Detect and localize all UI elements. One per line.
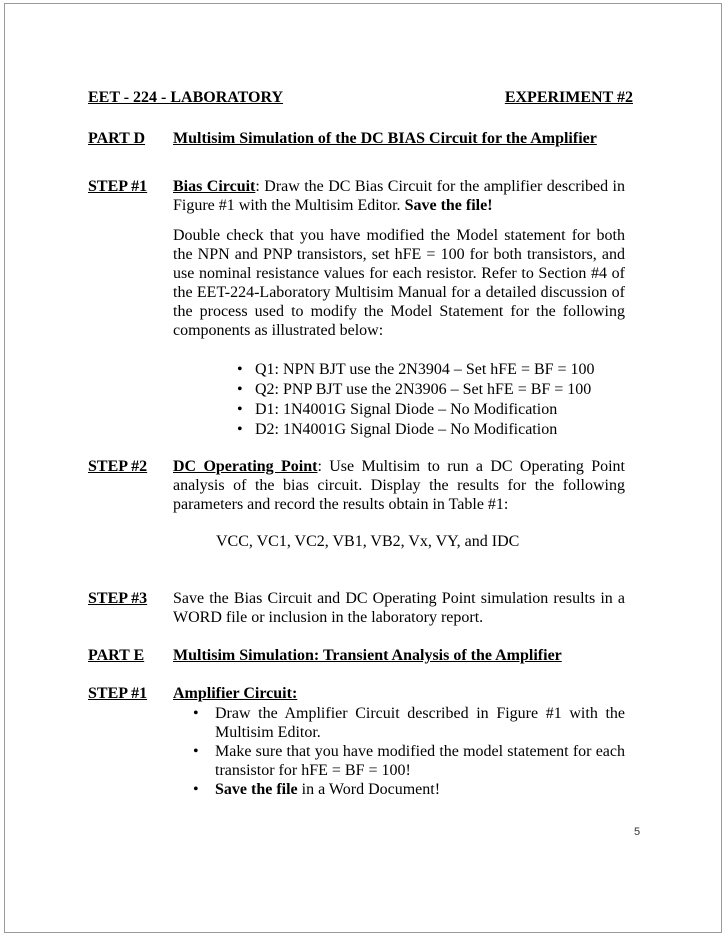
parameter-list: VCC, VC1, VC2, VB1, VB2, Vx, VY, and IDC <box>216 533 520 550</box>
list-item: • Make sure that you have modified the model statement for each transistor for hFE = BF = 100! <box>193 742 625 780</box>
step1-d-paragraph: Double check that you have modified the Model statement for both the NPN and PNP transistors, set hFE = 100 for both transistors, and use nominal resistance values for each resistor. Refer to Section #4 of the EET-224-Laboratory Multisim Manual for a detailed discussion of the process used to modify the Model Statement for the following components as illustrated below: <box>173 227 625 339</box>
amplifier-steps-list <box>193 704 625 799</box>
step2-d-heading: DC Operating Point <box>173 458 318 475</box>
list-item: • D2: 1N4001G Signal Diode – No Modification <box>237 420 625 440</box>
step2-d-label: STEP #2 <box>88 458 148 475</box>
step1-e-body <box>173 684 625 799</box>
list-item <box>193 780 625 799</box>
step1-e-label: STEP #1 <box>88 685 148 702</box>
document-page <box>4 3 722 933</box>
list-item: • Q1: NPN BJT use the 2N3904 – Set hFE = BF = 100 <box>237 360 625 380</box>
step1-d-body <box>173 177 625 440</box>
component-list <box>237 360 625 440</box>
step1-d-text: : Draw the DC Bias Circuit for the amplifier described in Figure #1 with the Multisim Editor. <box>173 178 625 214</box>
step1-d-heading: Bias Circuit <box>173 178 256 195</box>
step1-d-save: Save the file! <box>404 197 493 214</box>
list-item: • D1: 1N4001G Signal Diode – No Modification <box>237 400 625 420</box>
part-e-label: PART E <box>88 647 145 664</box>
step1-d-label: STEP #1 <box>88 178 148 195</box>
part-d-label: PART D <box>88 130 146 147</box>
part-d-title: Multisim Simulation of the DC BIAS Circuit for the Amplifier <box>173 130 597 147</box>
step3-d-text: Save the Bias Circuit and DC Operating Point simulation results in a WORD file or inclusion in the laboratory report. <box>173 590 625 626</box>
step2-d-body <box>173 457 625 551</box>
list-item: • Draw the Amplifier Circuit described in Figure #1 with the Multisim Editor. <box>193 704 625 742</box>
save-file-rest: in a Word Document! <box>297 781 441 798</box>
course-title: EET - 224 - LABORATORY <box>88 89 284 106</box>
page-number: 5 <box>634 826 641 838</box>
step2-d-text: : Use Multisim to run a DC Operating Point analysis of the bias circuit. Display the results for the following parameters and record the results obtain in Table #1: <box>173 458 626 513</box>
step3-d-label: STEP #3 <box>88 590 148 607</box>
save-file-emphasis: Save the file <box>215 781 298 798</box>
step1-e-heading: Amplifier Circuit: <box>173 685 298 702</box>
experiment-number: EXPERIMENT #2 <box>504 89 633 106</box>
part-e-title: Multisim Simulation: Transient Analysis of the Amplifier <box>173 647 562 664</box>
list-item: • Q2: PNP BJT use the 2N3906 – Set hFE = BF = 100 <box>237 380 625 400</box>
